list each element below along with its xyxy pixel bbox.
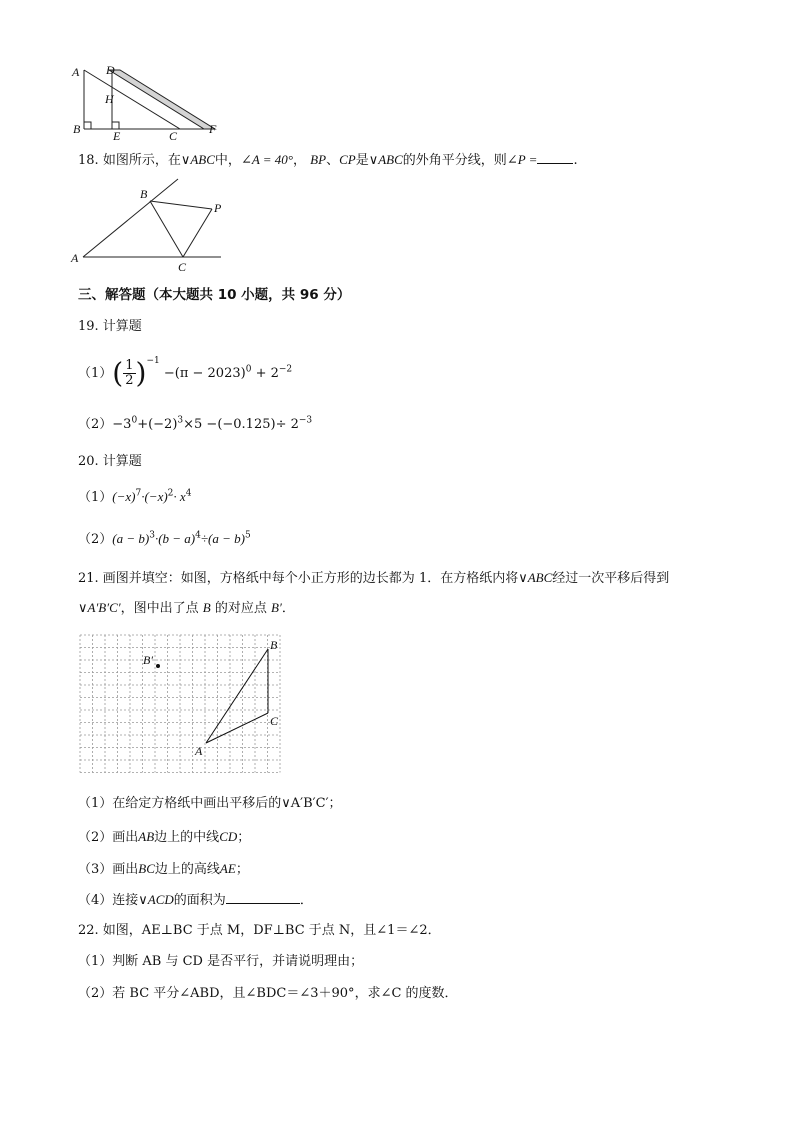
q21-text-c: ，图中出了点 bbox=[120, 601, 199, 616]
q18-ask: ∠P = bbox=[506, 152, 538, 167]
q21-sub4-c: 的面积为 bbox=[173, 893, 226, 908]
q20-part1 bbox=[78, 488, 191, 507]
q18-sep: 、 bbox=[326, 153, 340, 168]
q21-text-a: 21. 画图并填空：如图，方格纸中每个小正方形的边长都为 1．在方格纸内将 bbox=[78, 571, 519, 586]
q19-title: 19. 计算题 bbox=[78, 319, 142, 334]
q21-line2 bbox=[78, 599, 295, 618]
label-B: B bbox=[140, 187, 148, 201]
q21-text-d: 的对应点 bbox=[214, 601, 267, 616]
q18-text-mid1: 中， bbox=[214, 153, 241, 168]
q21-sub2 bbox=[78, 828, 250, 847]
q20-p1-label: （1） bbox=[78, 490, 113, 505]
q21-point-bprime: B′ bbox=[271, 600, 282, 615]
figure-q18 bbox=[68, 175, 228, 275]
right-angle-B bbox=[84, 122, 91, 129]
label-D: D bbox=[106, 63, 115, 77]
label-C: C bbox=[169, 129, 178, 142]
q21-sub3-b: BC bbox=[138, 861, 155, 876]
q20-p2-label: （2） bbox=[78, 532, 113, 547]
right-angle-E bbox=[112, 122, 119, 129]
exponent: −2 bbox=[278, 364, 293, 375]
q21-point-b: B bbox=[202, 600, 211, 615]
label-E: E bbox=[113, 129, 121, 142]
shaded-band bbox=[109, 70, 215, 129]
q20-p1-b: ·(−x) bbox=[141, 489, 168, 504]
label-F: F bbox=[209, 122, 217, 136]
fraction-denominator: 2 bbox=[125, 373, 134, 388]
label-A: A bbox=[72, 65, 80, 79]
q18-bp: BP bbox=[310, 152, 327, 167]
q20-p1-a: (−x) bbox=[112, 489, 136, 504]
q22-sub2 bbox=[78, 985, 458, 1003]
exponent: 3 bbox=[177, 415, 184, 426]
exponent: 0 bbox=[131, 415, 138, 426]
label-H: H bbox=[105, 92, 114, 106]
q20-p2-b: ·(b − a) bbox=[154, 531, 196, 546]
q22-line1: 22. 如图，AE⊥BC 于点 M，DF⊥BC 于点 N，且∠1＝∠2． bbox=[78, 923, 441, 938]
q20-p1-c: · x bbox=[173, 489, 186, 504]
exponent: 3 bbox=[149, 530, 155, 541]
exponent: −1 bbox=[146, 356, 160, 366]
q18-number: 18. bbox=[78, 153, 99, 168]
fraction-numerator: 1 bbox=[125, 358, 134, 373]
segment-CP bbox=[183, 209, 212, 257]
exponent: −3 bbox=[298, 415, 313, 426]
q19-part1 bbox=[78, 356, 292, 392]
q22-sub1: （1）判断 AB 与 CD 是否平行，并请说明理由； bbox=[78, 954, 364, 969]
q18-text-before: 如图所示，在 bbox=[102, 153, 181, 168]
paren-close: ) bbox=[135, 356, 147, 390]
q18-text-after: 的外角平分线，则 bbox=[402, 153, 507, 168]
figure-q17 bbox=[70, 58, 230, 142]
grid-figure[interactable] bbox=[74, 628, 290, 783]
q21-line1 bbox=[78, 569, 669, 588]
exponent: 7 bbox=[135, 488, 142, 499]
segment-BP bbox=[150, 201, 212, 209]
q21-triangle-prime: ∨A′B′C′ bbox=[78, 600, 121, 615]
q18-text-mid3: 是 bbox=[355, 153, 369, 168]
q18-triangle-2: ∨ABC bbox=[368, 152, 403, 167]
q21-sub2-a: （2）画出 bbox=[78, 830, 139, 845]
label-bprime: B′ bbox=[143, 653, 153, 667]
exponent: 2 bbox=[167, 488, 174, 499]
q19-p1-rest: −(π − 2023) bbox=[163, 366, 246, 381]
q21-sub3-d: AE bbox=[219, 861, 236, 876]
segment-A-extended bbox=[83, 179, 178, 257]
q19-p2-a: −3 bbox=[112, 417, 132, 432]
q22-sub2-b: ，求∠C 的度数． bbox=[354, 986, 458, 1001]
q22-sub2-a: （2）若 BC 平分∠ABD，且∠BDC＝∠3＋90° bbox=[78, 986, 355, 1001]
q18-end: . bbox=[573, 153, 578, 168]
exponent: 0 bbox=[245, 364, 252, 375]
q18-cp: CP bbox=[339, 152, 356, 167]
label-B: B bbox=[73, 122, 81, 136]
q21-sub4-d: ． bbox=[299, 893, 313, 908]
exponent: 5 bbox=[244, 530, 251, 541]
question-18 bbox=[78, 151, 578, 170]
section-3-heading: 三、解答题（本大题共 10 小题，共 96 分） bbox=[78, 287, 351, 303]
label-A: A bbox=[195, 744, 203, 758]
fraction bbox=[123, 359, 135, 388]
q21-sub3-e: ； bbox=[235, 862, 249, 877]
q21-sub1: （1）在给定方格纸中画出平移后的∨A′B′C′； bbox=[78, 796, 342, 811]
q21-sub3-a: （3）画出 bbox=[78, 862, 139, 877]
q21-text-e: ． bbox=[281, 601, 295, 616]
q20-p2-c: ÷(a − b) bbox=[200, 531, 245, 546]
q21-sub2-b: AB bbox=[138, 829, 155, 844]
q18-answer-blank[interactable] bbox=[537, 151, 573, 164]
q21-sub4 bbox=[78, 891, 313, 910]
q21-sub2-c: 边上的中线 bbox=[154, 830, 220, 845]
q19-part2 bbox=[78, 416, 312, 434]
q19-p1-plus: + 2 bbox=[255, 366, 279, 381]
q19-p2-c: ×5 −(−0.125)÷ 2 bbox=[183, 417, 299, 432]
label-C: C bbox=[178, 260, 187, 274]
paren-open: ( bbox=[112, 356, 124, 390]
q21-sub2-e: ； bbox=[237, 830, 251, 845]
grid-lines bbox=[80, 635, 280, 773]
q18-angle: ∠A = 40° bbox=[240, 152, 294, 167]
label-B: B bbox=[270, 638, 278, 652]
q21-sub3-c: 边上的高线 bbox=[154, 862, 220, 877]
exponent: 4 bbox=[185, 488, 192, 499]
q21-sub3 bbox=[78, 860, 249, 879]
q21-sub4-a: （4）连接 bbox=[78, 893, 139, 908]
q21-sub4-b: ∨ACD bbox=[138, 892, 174, 907]
label-A: A bbox=[71, 251, 79, 265]
q18-text-mid2: ， bbox=[293, 153, 307, 168]
q20-part2 bbox=[78, 530, 251, 549]
q20-title: 20. 计算题 bbox=[78, 454, 142, 469]
q21-sub2-d: CD bbox=[219, 829, 238, 844]
q19-p2-b: +(−2) bbox=[137, 417, 178, 432]
label-C: C bbox=[270, 714, 279, 728]
q19-p1-label: （1） bbox=[78, 366, 113, 381]
q21-triangle: ∨ABC bbox=[518, 570, 553, 585]
point-bprime[interactable] bbox=[156, 664, 160, 668]
exponent: 4 bbox=[195, 530, 201, 541]
q19-p2-label: （2） bbox=[78, 417, 113, 432]
label-P: P bbox=[214, 201, 222, 215]
q21-text-b: 经过一次平移后得到 bbox=[552, 571, 670, 586]
segment-BC bbox=[150, 201, 183, 257]
q18-triangle: ∨ABC bbox=[180, 152, 215, 167]
q21-answer-blank[interactable] bbox=[226, 891, 300, 904]
segment-AB bbox=[206, 649, 268, 743]
q20-p2-a: (a − b) bbox=[112, 531, 150, 546]
